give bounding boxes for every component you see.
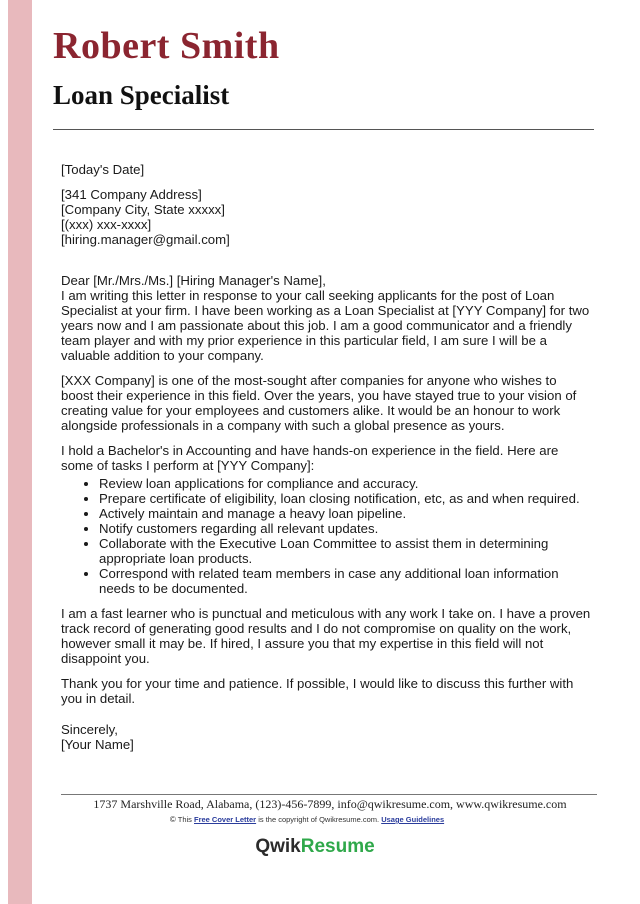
- task-item: • Collaborate with the Executive Loan Committee to assist them in determining appropriate loan products.: [99, 536, 591, 566]
- copyright-prefix: This: [177, 815, 192, 824]
- task-item: • Prepare certificate of eligibility, loan closing notification, etc, as and when required.: [99, 491, 591, 506]
- recipient-address-line: [(xxx) xxx-xxxx]: [61, 217, 152, 232]
- body-paragraph: [XXX Company] is one of the most-sought after companies for anyone who wishes to boost their experience in this field. Over the years, you have stayed true to your vision of creating value for your employees and customers alike. It would be an honour to work alongside professionals in a company with such a global presence as yours.: [61, 373, 577, 433]
- task-item: • Actively maintain and manage a heavy loan pipeline.: [99, 506, 591, 521]
- recipient-email: [hiring.manager@gmail.com]: [61, 232, 230, 247]
- job-title: Loan Specialist: [53, 80, 230, 110]
- copyright-icon: ©: [169, 815, 176, 824]
- qwikresume-logo: [0, 836, 630, 858]
- applicant-name: Robert Smith: [53, 25, 280, 67]
- signoff: Sincerely,: [61, 722, 118, 737]
- recipient-address-line: [341 Company Address]: [61, 187, 202, 202]
- footer-contact-line: 1737 Marshville Road, Alabama, (123)-456-7899, info@qwikresume.com, www.qwikresume.com: [93, 797, 567, 811]
- decorative-sidebar-stripe: [8, 0, 32, 904]
- salutation: Dear [Mr./Mrs./Ms.] [Hiring Manager's Name],: [61, 273, 326, 288]
- signature-name: [Your Name]: [61, 737, 134, 752]
- free-cover-letter-link[interactable]: Free Cover Letter: [194, 815, 257, 824]
- body-paragraph: I am a fast learner who is punctual and meticulous with any work I take on. I have a proven track record of generating good results and I do not compromise on quality on the work, however small it may be. If hired, I assure you that my expertise in this field will not disappoint you.: [61, 606, 591, 666]
- task-list: [61, 476, 591, 596]
- closing-paragraph: Thank you for your time and patience. If possible, I would like to discuss this further with you in detail.: [61, 676, 574, 706]
- letter-body: [61, 162, 591, 752]
- body-paragraph: I am writing this letter in response to your call seeking applicants for the post of Loan Specialist at your firm. I have been working as a Loan Specialist at [YYY Company] for two years now and I am passionate about this job. I am a good communicator and a friendly team player and with my prior experience in this particular field, I am sure I will be a valuable addition to your company.: [61, 288, 590, 363]
- logo-text-qwik: Qwik: [255, 836, 301, 857]
- recipient-address-line: [Company City, State xxxxx]: [61, 202, 225, 217]
- logo-text-resume: Resume: [300, 836, 375, 857]
- header-divider: [53, 129, 594, 130]
- task-item: • Review loan applications for compliance and accuracy.: [99, 476, 591, 491]
- task-item: • Notify customers regarding all relevant updates.: [99, 521, 591, 536]
- copyright-notice: [0, 815, 614, 824]
- body-paragraph: I hold a Bachelor's in Accounting and have hands-on experience in the field. Here are some of tasks I perform at [YYY Company]:: [61, 443, 559, 473]
- copyright-middle: is the copyright of Qwikresume.com.: [258, 815, 380, 824]
- usage-guidelines-link[interactable]: Usage Guidelines: [381, 815, 445, 824]
- footer-divider: [61, 794, 597, 795]
- letter-date: [Today's Date]: [61, 162, 145, 177]
- task-item: • Correspond with related team members in case any additional loan information needs to be documented.: [99, 566, 591, 596]
